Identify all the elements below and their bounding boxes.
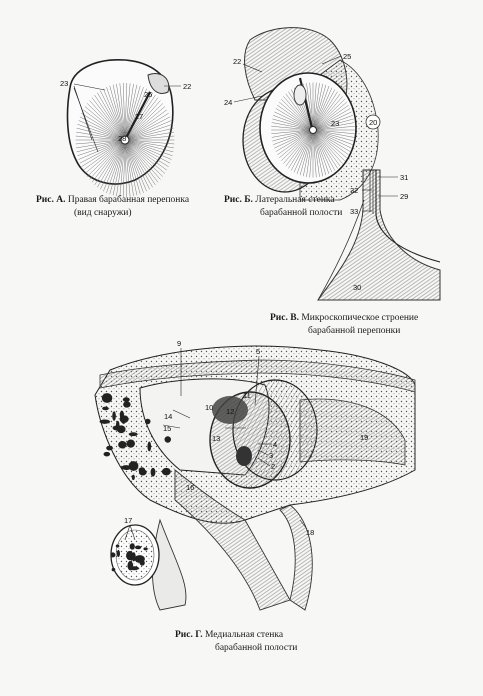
label-g-12: 12 (226, 407, 235, 416)
caption-b-line2: барабанной полости (260, 208, 343, 218)
label-a-22: 22 (183, 82, 192, 91)
label-g-19: 19 (360, 433, 369, 442)
label-b-22: 22 (233, 57, 242, 66)
figure-a-tympanic-membrane (68, 60, 175, 197)
caption-b-line1: Латеральная стенка (255, 195, 335, 205)
caption-g-prefix: Рис. Г. (175, 630, 203, 640)
caption-g-line2: барабанной полости (215, 643, 298, 653)
caption-figure-v (270, 312, 480, 338)
label-g-3: 3 (269, 451, 274, 460)
label-g-18: 18 (306, 528, 315, 537)
label-g-10: 10 (205, 403, 214, 412)
label-v-33: 33 (350, 207, 359, 216)
caption-v-line2: барабанной перепонки (308, 326, 401, 336)
label-a-26: 26 (144, 90, 153, 99)
caption-g-line1: Медиальная стенка (204, 630, 284, 640)
label-g-14: 14 (164, 412, 173, 421)
caption-b-prefix: Рис. Б. (224, 195, 253, 205)
label-g-5: 5 (256, 347, 261, 356)
caption-figure-a (36, 194, 216, 220)
label-g-2: 2 (271, 462, 276, 471)
caption-v-line1: Микроскопическое строение (301, 313, 419, 323)
label-b-25: 25 (343, 52, 352, 61)
label-g-9: 9 (177, 339, 182, 348)
caption-a-line2: (вид снаружи) (74, 208, 132, 218)
label-b-23: 23 (331, 119, 340, 128)
label-v-29: 29 (400, 192, 409, 201)
label-b-24: 24 (224, 98, 233, 107)
label-g-13: 13 (212, 434, 221, 443)
caption-a-line1: Правая барабанная перепонка (67, 195, 190, 205)
figure-b-lateral-wall (243, 28, 380, 200)
label-a-27: 27 (135, 112, 144, 121)
label-g-16: 16 (186, 483, 195, 492)
label-a-28: 28 (118, 134, 127, 143)
caption-figure-b (224, 194, 374, 220)
label-b-20: 20 (369, 118, 378, 127)
label-v-32: 32 (350, 186, 359, 195)
figure-g-medial-wall (95, 346, 415, 610)
caption-a-prefix: Рис. А. (36, 195, 66, 205)
caption-v-prefix: Рис. В. (270, 313, 299, 323)
label-g-15: 15 (163, 424, 172, 433)
label-a-23: 23 (60, 79, 69, 88)
label-g-11: 11 (243, 391, 251, 400)
label-g-17: 17 (124, 516, 133, 525)
label-g-4: 4 (273, 440, 278, 449)
label-v-30: 30 (353, 283, 362, 292)
caption-figure-g (175, 629, 345, 655)
label-v-31: 31 (400, 173, 409, 182)
